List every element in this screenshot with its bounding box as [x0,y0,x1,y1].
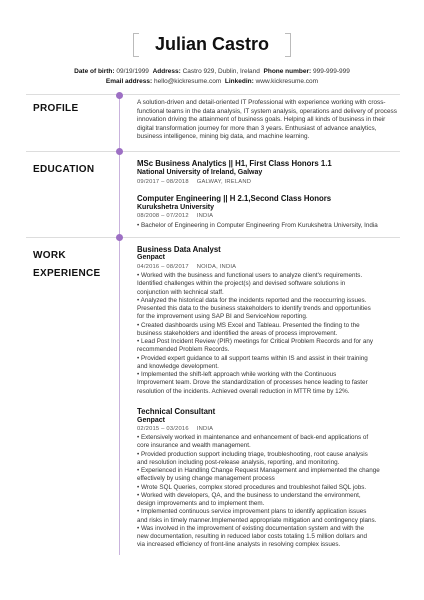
contact-line-2 [0,78,424,85]
list-item: design improvements and to implement them. [137,500,265,507]
list-item: Identified challenges within the project(s) and devised software solutions in [137,280,346,288]
list-item: • Analyzed the historical data for the incidents reported and the reoccurring issues. [137,296,367,304]
education-school: National University of Ireland, Galway [137,169,263,176]
list-item: • Bachelor of Engineering in Computer Engineering From Kurukshetra University, India [137,222,378,229]
section-divider [26,237,400,238]
job-title: Business Data Analyst [137,245,221,254]
list-item: • Experienced in Handling Change Request Management and implemented the change [137,467,380,474]
dob-value: 09/19/1999 [116,68,149,75]
list-item: • Lead Post Incident Review (PIR) meetings for Critical Problem Records and for any [137,338,373,345]
education-degree: MSc Business Analytics || H1, First Class Honors 1.1 [137,159,332,168]
dob-label: Date of birth: [74,68,115,75]
phone-label: Phone number: [263,68,312,75]
list-item: • Worked with the business and functional users to analyze client's requirements. [137,272,363,279]
candidate-name: Julian Castro [154,34,270,54]
address-value: Castro 929, Dublin, Ireland [182,68,260,75]
list-item: • Was involved in the improvement of existing documentation system and with the [137,524,365,532]
section-divider [26,151,400,152]
date-range: 09/2017 – 08/2018 [137,179,189,185]
company-name: Genpact [137,254,166,261]
job-dates [137,264,236,270]
list-item: • Implemented the shift-left approach while working with the Continuous [137,371,337,378]
list-item: for the improvement using SAP BI and ServiceNow reporting. [137,313,308,321]
list-item: • Wrote SQL Queries, complex stored procedures and troubleshot failed SQL jobs. [137,483,367,491]
list-item: and resolution including post-release analysis, reporting, and monitoring. [137,458,340,466]
job-dates [137,426,213,432]
education-school: Kurukshetra University [137,204,215,211]
contact-line-1 [0,68,424,75]
work-heading-line-2: EXPERIENCE [33,268,101,279]
linkedin-label: Linkedin: [224,78,254,85]
date-range: 02/2015 – 03/2016 [137,426,189,432]
list-item: Improvement team. Drove the standardization of processes hence leading to faster [137,379,368,387]
list-item: conjunction with technical staff. [137,288,224,296]
education-heading: EDUCATION [33,164,95,175]
location: INDIA [196,213,214,219]
list-item: core insurance and wealth management. [137,442,251,450]
list-item: • Provided expert guidance to all support teams within IS and assist in their training [137,354,368,362]
timeline-line [119,96,120,555]
list-item: • Worked with developers, QA, and the business to understand the environment, [137,491,361,499]
work-heading-line-1: WORK [33,250,66,261]
phone-value: 999-999-999 [313,68,350,75]
timeline-dot [116,234,123,241]
list-item: • Provided production support including triage, troubleshooting, root cause analysis [137,450,368,458]
location: NOIDA, INDIA [196,264,237,270]
list-item: • Implemented continuous service improvement plans to identify application issues [137,508,367,516]
profile-heading: PROFILE [33,103,79,114]
profile-summary: A solution-driven and detail-oriented IT Professional with experience working with cross-functional teams in the data analysis, IT system analysis, operations and delivery of process innovation driving the attainment of business goals. Helping all kinds of business in their digital transformation journey for more than 3 years. Enthusiast of advance analytics, business intelligence, mining big data, and machine learning. [137,99,397,141]
education-dates [137,213,213,219]
section-divider [26,94,400,95]
address-label: Address: [152,68,181,75]
education-bullets [137,222,404,230]
timeline-dot [116,92,123,99]
education-dates [137,179,251,185]
date-range: 08/2008 – 07/2012 [137,213,189,219]
list-item: recommended Problem Records. [137,346,230,354]
email-value[interactable]: hello@kickresume.com [153,78,222,85]
timeline-dot [116,148,123,155]
location: GALWAY, IRELAND [196,179,252,185]
email-label: Email address: [105,78,153,85]
list-item: new documentation, resulting in reduced labor costs totaling 1.5 million dollars and [137,533,367,540]
list-item: effectively by using change management process [137,475,275,483]
company-name: Genpact [137,417,166,424]
date-range: 04/2016 – 08/2017 [137,264,189,270]
list-item: • Extensively worked in maintenance and enhancement of back-end applications of [137,434,369,441]
list-item: and knowledge development. [137,362,219,370]
location: INDIA [196,426,214,432]
list-item: resolution of the incidents. Achieved overall reduction in MTTR time by 12%. [137,387,350,395]
list-item: • Created dashboards using MS Excel and Tableau. Presented the finding to the [137,321,360,329]
list-item: and risks in timely manner.Implemented appropriate mitigation and contingency plans. [137,516,377,524]
education-degree: Computer Engineering || H 2.1,Second Class Honors [137,194,332,203]
list-item: Presented this data to the business stakeholders to identify trends and opportunities [137,305,371,312]
job-title: Technical Consultant [137,407,216,416]
list-item: via increased efficiency of front-line analysts in resolving complex issues. [137,541,341,549]
name-header [133,33,291,57]
list-item: business stakeholders and identified the areas of process improvement. [137,329,338,337]
job-bullets [137,434,404,550]
job-bullets [137,272,404,396]
linkedin-value[interactable]: www.kickresume.com [255,78,319,85]
